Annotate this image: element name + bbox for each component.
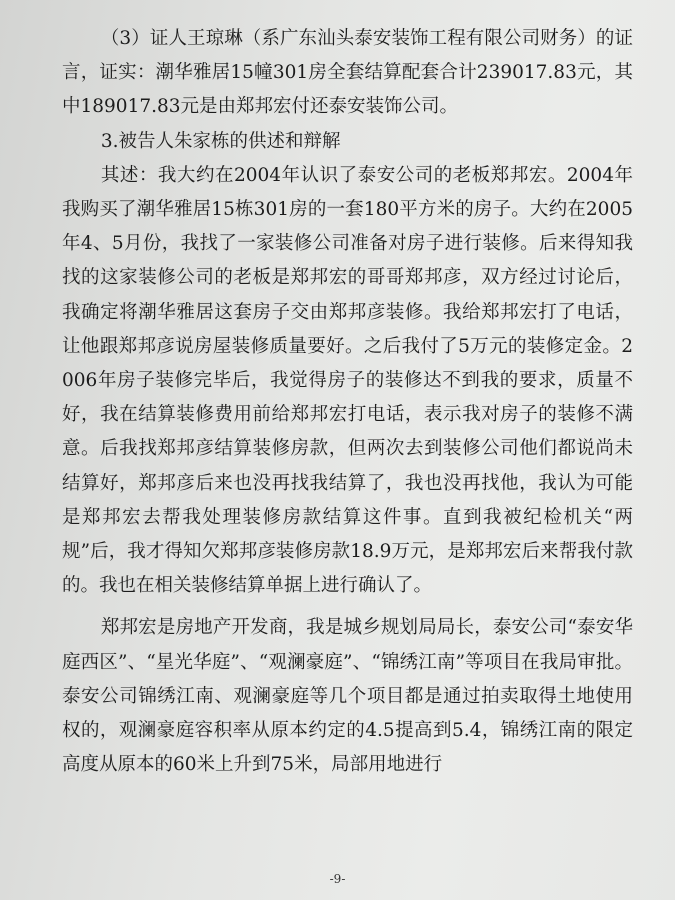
page-number: -9- xyxy=(329,872,346,886)
paragraph-defendant-statement: 其述：我大约在2004年认识了泰安公司的老板郑邦宏。2004年我购买了潮华雅居15栋301房的一套180平方米的房子。大约在2005年4、5月份，我找了一家装修公司准备对房子进行装修。后来得知我找的这家装修公司的老板是郑邦宏的哥哥郑邦彦，双方经过讨论后，我确定将潮华雅居这套房子交由郑邦彦装修。我给郑邦宏打了电话，让他跟郑邦彦说房屋装修质量要好。之后我付了5万元的装修定金。2006年房子装修完毕后，我觉得房子的装修达不到我的要求，质量不好，我在结算装修费用前给郑邦宏打电话，表示我对房子的装修不满意。后我找郑邦彦结算装修房款，但两次去到装修公司他们都说尚未结算好，郑邦彦后来也没再找我结算了，我也没再找他，我认为可能是郑邦宏去帮我处理装修房款结算这件事。直到我被纪检机关“两规”后，我才得知欠郑邦彦装修房款18.9万元，是郑邦宏后来帮我付款的。我也在相关装修结算单据上进行确认了。 xyxy=(62,164,633,597)
paragraph-witness-testimony: （3）证人王琼琳（系广东汕头泰安装饰工程有限公司财务）的证言，证实：潮华雅居15幢301房全套结算配套合计239017.83元，其中189017.83元是由郑邦宏付还泰安装饰公司。 xyxy=(62,28,633,118)
section-heading-defendant-statement: 3.被告人朱家栋的供述和辩解 xyxy=(100,130,341,152)
paragraph-project-approval: 郑邦宏是房地产开发商，我是城乡规划局局长，泰安公司“泰安华庭西区”、“星光华庭”、“观澜豪庭”、“锦绣江南”等项目在我局审批。泰安公司锦绣江南、观澜豪庭等几个项目都是通过拍卖取得土地使用权的，观澜豪庭容积率从原本约定的4.5提高到5.4，锦绣江南的限定高度从原本的60米上升到75米，局部用地进行 xyxy=(62,617,633,776)
